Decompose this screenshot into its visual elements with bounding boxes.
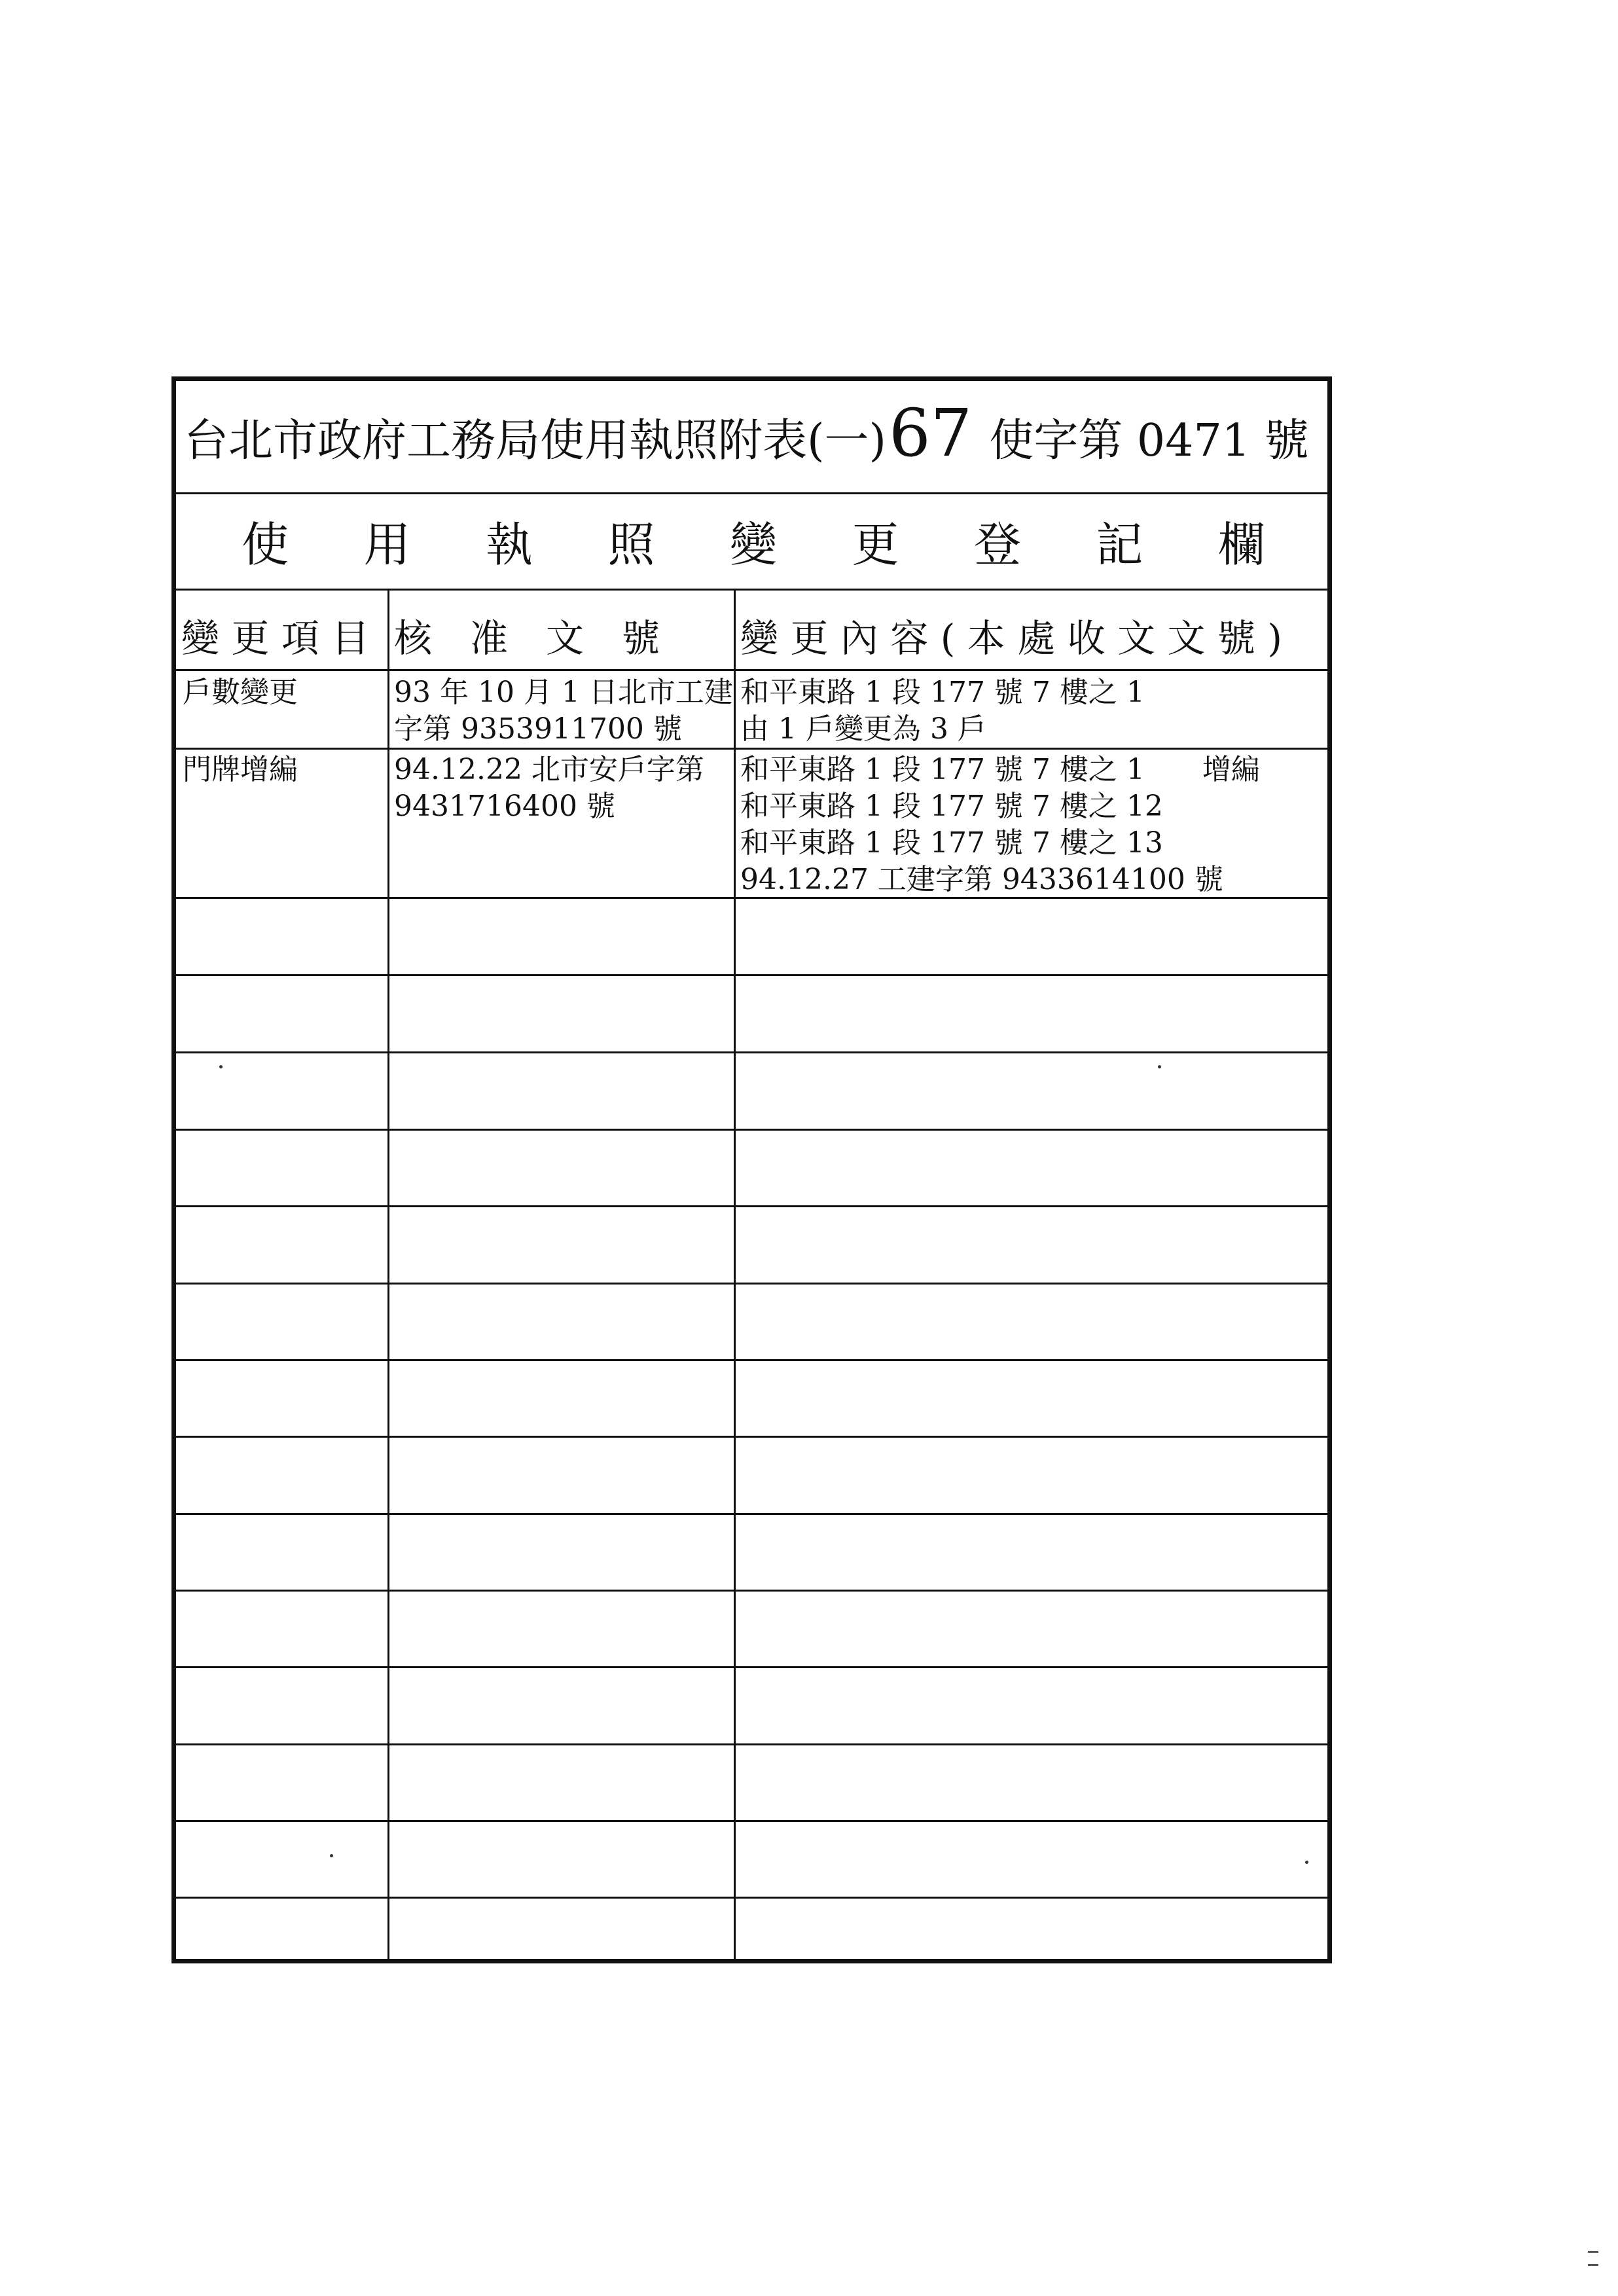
scan-speck — [1158, 1065, 1161, 1068]
row-divider — [176, 1897, 1327, 1899]
row-divider — [176, 1129, 1327, 1131]
row-divider — [176, 1666, 1327, 1668]
row-2-content-line: 94.12.27 工建字第 9433614100 號 — [740, 863, 1223, 896]
row-divider — [176, 1590, 1327, 1592]
row-divider — [176, 748, 1327, 750]
scan-speck — [1305, 1861, 1308, 1864]
heading-char: 用 — [363, 517, 411, 572]
row-divider — [176, 1205, 1327, 1207]
heading-char: 變 — [729, 517, 777, 572]
row-divider — [176, 1051, 1327, 1053]
row-1-item: 戶數變更 — [183, 676, 298, 709]
row-divider — [176, 897, 1327, 899]
row-2-approval-line: 9431716400 號 — [394, 790, 615, 823]
row-divider — [176, 1743, 1327, 1745]
section-heading — [176, 492, 1327, 591]
permit-number: 使字第 0471 號 — [989, 414, 1309, 467]
margin-mark — [1588, 2251, 1598, 2253]
margin-mark — [1588, 2264, 1598, 2266]
heading-char: 登 — [973, 517, 1021, 572]
heading-char: 更 — [852, 517, 899, 572]
row-divider — [176, 1820, 1327, 1822]
heading-char: 使 — [242, 517, 289, 572]
form-title — [176, 381, 1327, 494]
row-divider — [176, 1436, 1327, 1438]
heading-char: 照 — [607, 517, 655, 572]
row-2-content-line: 和平東路 1 段 177 號 7 樓之 12 — [740, 790, 1163, 823]
row-1-approval-line: 字第 9353911700 號 — [394, 712, 682, 746]
row-1-content-line: 由 1 戶變更為 3 戶 — [740, 712, 986, 746]
row-2-approval-line: 94.12.22 北市安戶字第 — [394, 753, 704, 786]
row-2-content-line: 和平東路 1 段 177 號 7 樓之 13 — [740, 826, 1163, 860]
scan-speck — [330, 1854, 333, 1857]
column-header-row — [176, 591, 1327, 671]
row-2-item: 門牌增編 — [183, 753, 298, 786]
heading-char: 執 — [485, 517, 533, 572]
row-2-content-line: 和平東路 1 段 177 號 7 樓之 1 增編 — [740, 753, 1260, 786]
row-1-approval-line: 93 年 10 月 1 日北市工建 — [394, 676, 733, 709]
heading-char: 記 — [1096, 517, 1143, 572]
column-header-approval: 核 准 文 號 — [394, 616, 660, 661]
change-registration-form — [171, 376, 1332, 1963]
heading-char: 欄 — [1217, 517, 1265, 572]
column-header-content: 變 更 內 容 ( 本 處 收 文 文 號 ) — [740, 616, 1283, 661]
column-divider — [387, 591, 389, 1959]
row-1-content-line: 和平東路 1 段 177 號 7 樓之 1 — [740, 676, 1145, 709]
column-divider — [734, 591, 736, 1959]
column-header-item: 變 更 項 目 — [181, 616, 370, 661]
row-divider — [176, 1283, 1327, 1285]
attachment-number: 67 — [889, 394, 973, 471]
scan-speck — [219, 1065, 223, 1068]
row-divider — [176, 1359, 1327, 1361]
row-divider — [176, 1513, 1327, 1515]
row-divider — [176, 974, 1327, 976]
title-prefix: 台北市政府工務局使用執照附表(一) — [184, 414, 887, 467]
